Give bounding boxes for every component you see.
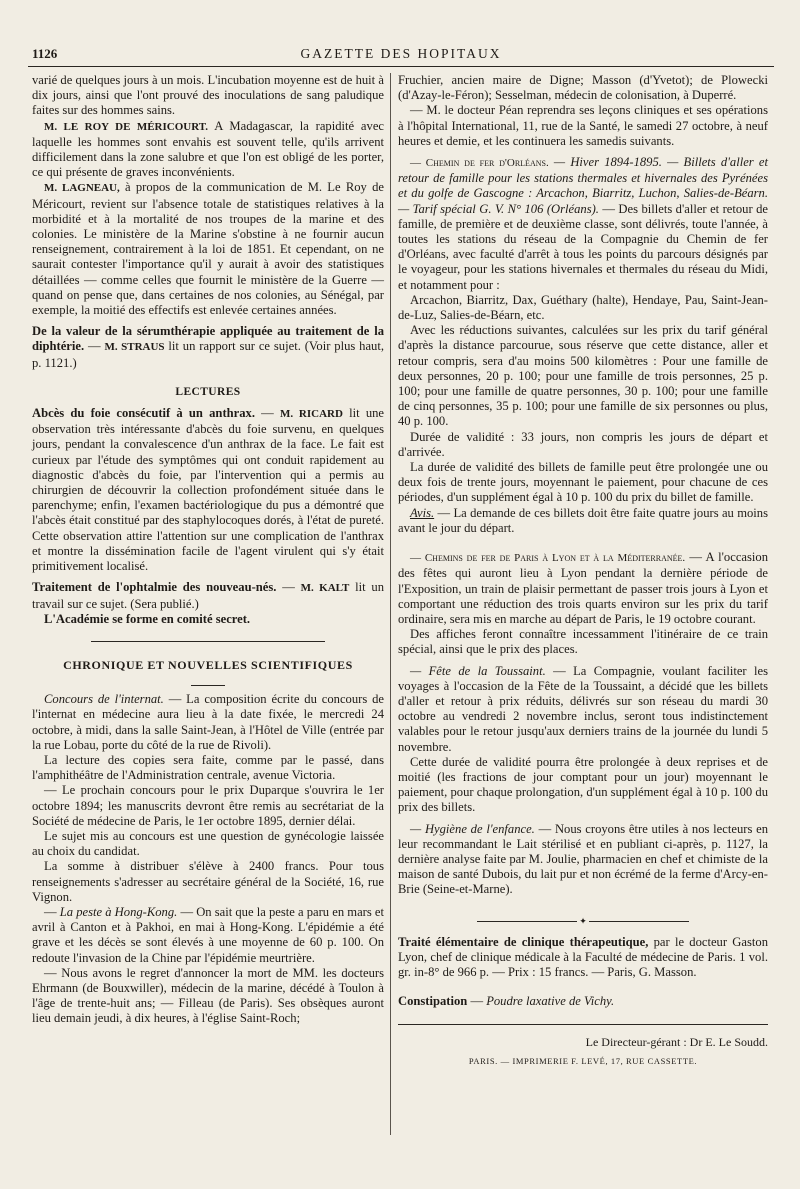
- printer-imprint: PARIS. — IMPRIMERIE F. LEVÉ, 17, RUE CASSETTE.: [468, 1055, 698, 1066]
- news-paragraph: Cette durée de validité pourra être prolongée à deux reprises et de moitié (les fractions de jour comptant pour un jour) moyennant le paiement, pour chaque prolongation, d'un supplément égal à 10 p. 100 du prix des billets.: [398, 754, 768, 815]
- news-paragraph: Durée de validité : 33 jours, non compris les jours de départ et d'arrivée.: [398, 429, 768, 459]
- news-item: — Fête de la Toussaint. — La Compagnie, voulant faciliter les voyages à l'occasion de la Fête de la Toussaint, a décidé que les billets d'aller et retour à prix réduits, délivrés sur son réseau du mardi 30 octobre au vendredi 2 novembre inclus, seront tous indistinctement valables pour le retour jusqu'aux derniers trains de la journée du lundi 5 novembre.: [398, 663, 768, 754]
- academy-intervention: M. LE ROY DE MÉRICOURT. A Madagascar, la rapidité avec laquelle les hommes sont envahis est souvent telle, qu'ils arrivent difficilement dans la zone salubre et que l'on est obligé de les porter, ce qui présente de graves inconvénients.: [32, 118, 385, 180]
- right-column: [398, 73, 768, 1069]
- ornament-divider: ✦: [398, 914, 768, 929]
- news-paragraph: La somme à distribuer s'élève à 2400 francs. Pour tous renseignements s'adresser au secrétaire général de la Société, 16, rue Vignon.: [32, 859, 384, 904]
- director-signature: Le Directeur-gérant : Dr E. Le Soudd.: [585, 1034, 768, 1049]
- report-item: De la valeur de la sérumthérapie appliquée au traitement de la diphtérie. — M. STRAUS lit un rapport sur ce sujet. (Voir plus haut, p. 1121.): [32, 324, 384, 370]
- lectures-heading: LECTURES: [175, 385, 241, 398]
- reading-title: Traitement de l'ophtalmie des nouveau-nés.: [32, 580, 277, 595]
- news-paragraph: Arcachon, Biarritz, Dax, Guéthary (halte), Hendaye, Pau, Saint-Jean-de-Luz, Salies-de-Béarn, etc.: [398, 292, 768, 323]
- speaker-name: M. STRAUS: [104, 341, 165, 354]
- column-divider: [390, 73, 391, 1135]
- book-notice: Traité élémentaire de clinique thérapeutique, par le docteur Gaston Lyon, chef de clinique médicale à la Faculté de médecine de Paris. 1 vol. gr. in-8° de 966 p. — Prix : 15 francs. — Paris, G. Masson.: [398, 934, 768, 980]
- advertisement: Constipation — Poudre laxative de Vichy.: [398, 994, 615, 1009]
- news-item: — Hygiène de l'enfance. — Nous croyons être utiles à nos lecteurs en leur recommandant le Lait stérilisé et en publiant ci-après, p. 1127, la dernière analyse faite par M. Joulie, pharmacien en chef et chimiste de la maison de santé Dubois, du lait pur et non écrémé de la ferme d'Arcy-en-Brie (Seine-et-Marne).: [398, 821, 768, 897]
- speaker-name: M. RICARD: [279, 408, 343, 421]
- speaker-name: M. LAGNEAU,: [44, 182, 120, 195]
- reading-item: Abcès du foie consécutif à un anthrax. — M. RICARD lit une observation très intéressante d'abcès du foie survenu, en quelques jours, pendant la convalescence d'un anthrax de la face. Le fait est curieux par l'étude des symptômes qui ont conduit rapidement au diagnostic d'abcès du foie, par l'intervention qui a permis au chirurgien de découvrir la collection profondément située dans le parenchyme; enfin, l'examen bactériologique du pus a démontré que l'abcès était constitué par des staphylocoques dorés, à l'état de pureté. Cette observation attire l'attention sur une complication de l'anthrax et montre la dissémination facile de l'agent virulent qui s'y était primitivement localisé.: [32, 406, 385, 574]
- closing-line: L'Académie se forme en comité secret.: [44, 611, 251, 626]
- news-paragraph: — M. le docteur Péan reprendra ses leçons cliniques et ses opérations à l'hôpital International, 11, rue de la Santé, le samedi 27 octobre, à neuf heures et demie, et les continuera les samedis suivants.: [398, 103, 768, 148]
- journal-title: GAZETTE DES HOPITAUX: [300, 46, 502, 61]
- railway-label: — Chemins de fer de Paris à Lyon et à la Méditerranée.: [410, 552, 686, 565]
- book-title: Traité élémentaire de clinique thérapeutique,: [398, 934, 649, 949]
- academy-intervention: M. LAGNEAU, à propos de la communication de M. Le Roy de Méricourt, revient sur l'absence totale de statistiques relatives à la morbidité et à la mortalité de nos troupes de la marine et des colonies. Le ministère de la Marine s'obstine à ne fournir aucun renseignement, contrairement à la loi de 1851. Et cependant, on ne saurait contester l'importance qu'il y aurait à avoir des statistiques détaillées — comme celles que fournit le ministère de la Guerre — quand on pense que, dans certaines de nos colonies, au Sénégal, par exemple, la moitié des effectifs est enlevée certaines années.: [32, 180, 384, 318]
- news-paragraph: Fruchier, ancien maire de Digne; Masson (d'Yvetot); de Plowecki (d'Azay-le-Féron); Sesselman, médecin de colonisation, à Duperré.: [398, 73, 768, 103]
- speaker-name: M. KALT: [300, 582, 350, 595]
- news-label: — Fête de la Toussaint.: [410, 663, 546, 678]
- news-item: Concours de l'internat. — La composition écrite du concours de l'internat en médecine aura lieu à la date fixée, le mercredi 24 octobre, à midi, dans la salle Saint-Jean, à l'Hôtel de Ville (entrée par la rue Lobau, porte du côté de la rue de Rivoli).: [32, 692, 384, 752]
- news-label: La peste à Hong-Kong.: [59, 904, 178, 919]
- speaker-name: M. LE ROY DE MÉRICOURT.: [44, 120, 209, 133]
- heading-underline: [191, 685, 225, 686]
- ad-product: Poudre laxative de Vichy.: [486, 994, 615, 1009]
- news-label: Concours de l'internat.: [44, 692, 164, 707]
- railway-notice: — Chemins de fer de Paris à Lyon et à la Méditerranée. — A l'occasion des fêtes qui auront lieu à Lyon pendant la dernière période de l'Exposition, un train de plaisir permettant de passer trois jours à Lyon et comportant une réduction des trois quarts environ sur les prix du tarif ordinaire, sera mis en marche au départ de Paris, le 19 octobre courant.: [398, 550, 768, 626]
- news-paragraph: Des affiches feront connaître incessamment l'itinéraire de ce train spécial, ainsi que le prix des places.: [398, 627, 768, 657]
- news-label: Avis.: [410, 505, 435, 520]
- reading-title: Abcès du foie consécutif à un anthrax.: [32, 406, 255, 421]
- section-divider: [91, 641, 325, 642]
- railway-label: — Chemin de fer d'Orléans.: [410, 157, 549, 170]
- ad-title: Constipation: [398, 994, 468, 1009]
- news-paragraph: Avec les réductions suivantes, calculées sur les prix du tarif général d'après la distance parcourue, sous réserve que cette distance, aller et retour compris, sera d'au moins 500 kilomètres : Pour une famille de deux personnes, 20 p. 100; pour une famille de trois personnes, 25 p. 100; pour une famille de quatre personnes, 30 p. 100; pour une famille de cinq personnes, 35 p. 100; pour une famille de six personnes ou plus, 40 p. 100.: [398, 323, 768, 429]
- news-label: — Hygiène de l'enfance.: [410, 821, 535, 836]
- left-column: [32, 73, 384, 1027]
- railway-notice: — Chemin de fer d'Orléans. — Hiver 1894-1895. — Billets d'aller et retour de famille pour les stations thermales et hivernales des Pyrénées et du golfe de Gascogne : Arcachon, Biarritz, Luchon, Salies-de-Béarn. — Tarif spécial G. V. N° 106 (Orléans). — Des billets d'aller et retour de famille, de première et de deuxième classe, sont délivrés, toute l'année, à toutes les stations du réseau de la Compagnie du Chemin de fer d'Orléans, avec faculté d'arrêt à tous les points du parcours désignés par le voyageur, pour les stations hivernales et thermales du réseau du Midi, et notamment pour :: [398, 155, 768, 292]
- chronique-heading: CHRONIQUE ET NOUVELLES SCIENTIFIQUES: [63, 657, 353, 672]
- news-paragraph: La lecture des copies sera faite, comme par le passé, dans l'amphithéâtre de l'Administration centrale, avenue Victoria.: [32, 752, 384, 783]
- closing-rule: [398, 1024, 768, 1025]
- reading-item: Traitement de l'ophtalmie des nouveau-nés. — M. KALT lit un travail sur ce sujet. (Sera publié.): [32, 580, 385, 611]
- page-header: [28, 44, 774, 67]
- news-item: — La peste à Hong-Kong. — On sait que la peste a paru en mars et avril à Canton et à Pakhoi, en mai à Hong-Kong. L'épidémie a été grave et les décès se sont élevés à une moyenne de 60 p. 100. On redoute l'invasion de la Chine par l'épidémie meurtrière.: [32, 904, 384, 965]
- page-number: 1126: [32, 46, 58, 61]
- news-item: Avis. — La demande de ces billets doit être faite quatre jours au moins avant le jour du départ.: [398, 505, 768, 535]
- article-paragraph: varié de quelques jours à un mois. L'incubation moyenne est de huit à dix jours, ainsi que l'ont prouvé des inoculations de sang paludique faites sur des hommes sains.: [32, 73, 384, 118]
- news-paragraph: — Nous avons le regret d'annoncer la mort de MM. les docteurs Ehrmann (de Bouxwiller), médecin de la marine, décédé à Toulon à l'âge de trente-huit ans; — Filleau (de Paris). Ses obsèques auront lieu demain jeudi, à dix heures, à l'église Saint-Roch;: [32, 965, 384, 1026]
- news-paragraph: Le sujet mis au concours est une question de gynécologie laissée au choix du candidat.: [32, 828, 384, 859]
- report-title: De la valeur de la sérumthérapie appliquée au traitement de la diphtérie.: [32, 324, 384, 354]
- news-paragraph: — Le prochain concours pour le prix Duparque s'ouvrira le 1er octobre 1894; les manuscrits devront être remis au secrétariat de la Société de médecine de Paris, le 1er octobre 1895, dernier délai.: [32, 783, 384, 828]
- news-paragraph: La durée de validité des billets de famille peut être prolongée une ou deux fois de trente jours, moyennant le paiement, pour chacune de ces périodes, d'un supplément égal à 10 p. 100 du prix du billet de famille.: [398, 460, 768, 505]
